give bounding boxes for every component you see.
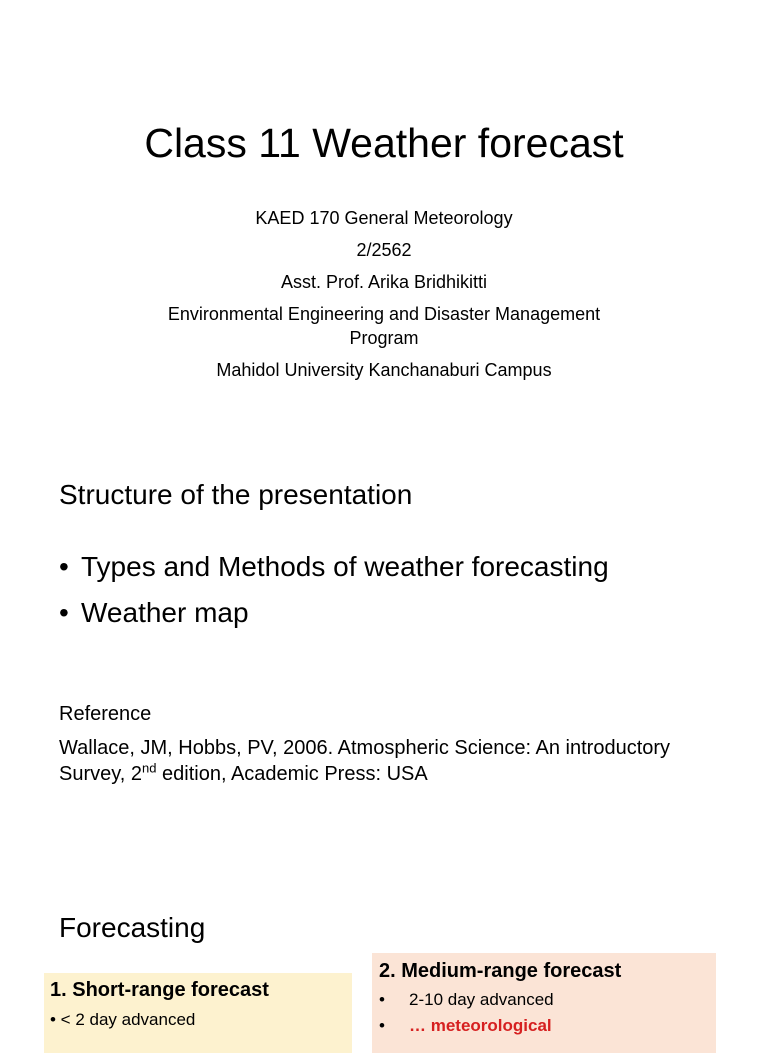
structure-bullet-list (59, 549, 609, 641)
bullet-item (59, 595, 609, 631)
medium-range-box (372, 953, 716, 1053)
slide-subtitle-block (90, 206, 678, 390)
program-line (90, 302, 678, 350)
medium-range-item-text: 2-10 day advanced (409, 990, 554, 1009)
campus-line: Mahidol University Kanchanaburi Campus (216, 360, 552, 380)
reference-label: Reference (59, 703, 152, 725)
program-line-1: Environmental Engineering and Disaster Management (167, 304, 601, 324)
short-range-box (44, 973, 352, 1053)
short-range-heading: 1. Short-range forecast (50, 979, 269, 1001)
semester-line: 2/2562 (356, 240, 412, 260)
reference-superscript: nd (142, 760, 157, 776)
bullet-marker: • (379, 1016, 385, 1035)
bullet-text: Types and Methods of weather forecasting (81, 551, 609, 582)
bullet-marker: • (59, 551, 69, 582)
program-line-2: Program (349, 328, 419, 348)
reference-part-2: edition, Academic Press: USA (156, 763, 428, 785)
bullet-marker: • (59, 597, 69, 628)
forecasting-heading: Forecasting (59, 912, 206, 943)
course-line: KAED 170 General Meteorology (255, 208, 513, 228)
medium-range-item-2 (379, 1015, 552, 1037)
medium-range-item (379, 989, 554, 1011)
bullet-item (59, 549, 609, 585)
reference-text (59, 735, 699, 787)
medium-range-emphasis: … meteorological (409, 1016, 552, 1035)
short-range-item: • < 2 day advanced (50, 1010, 196, 1029)
bullet-marker: • (379, 990, 385, 1009)
structure-heading: Structure of the presentation (59, 479, 413, 510)
bullet-text: Weather map (81, 597, 249, 628)
slide-title: Class 11 Weather forecast (144, 120, 624, 166)
medium-range-heading: 2. Medium-range forecast (379, 960, 622, 982)
instructor-line: Asst. Prof. Arika Bridhikitti (280, 272, 488, 292)
reference-part-1: Wallace, JM, Hobbs, PV, 2006. Atmospheric Science: An introductory Survey, 2 (59, 737, 671, 785)
